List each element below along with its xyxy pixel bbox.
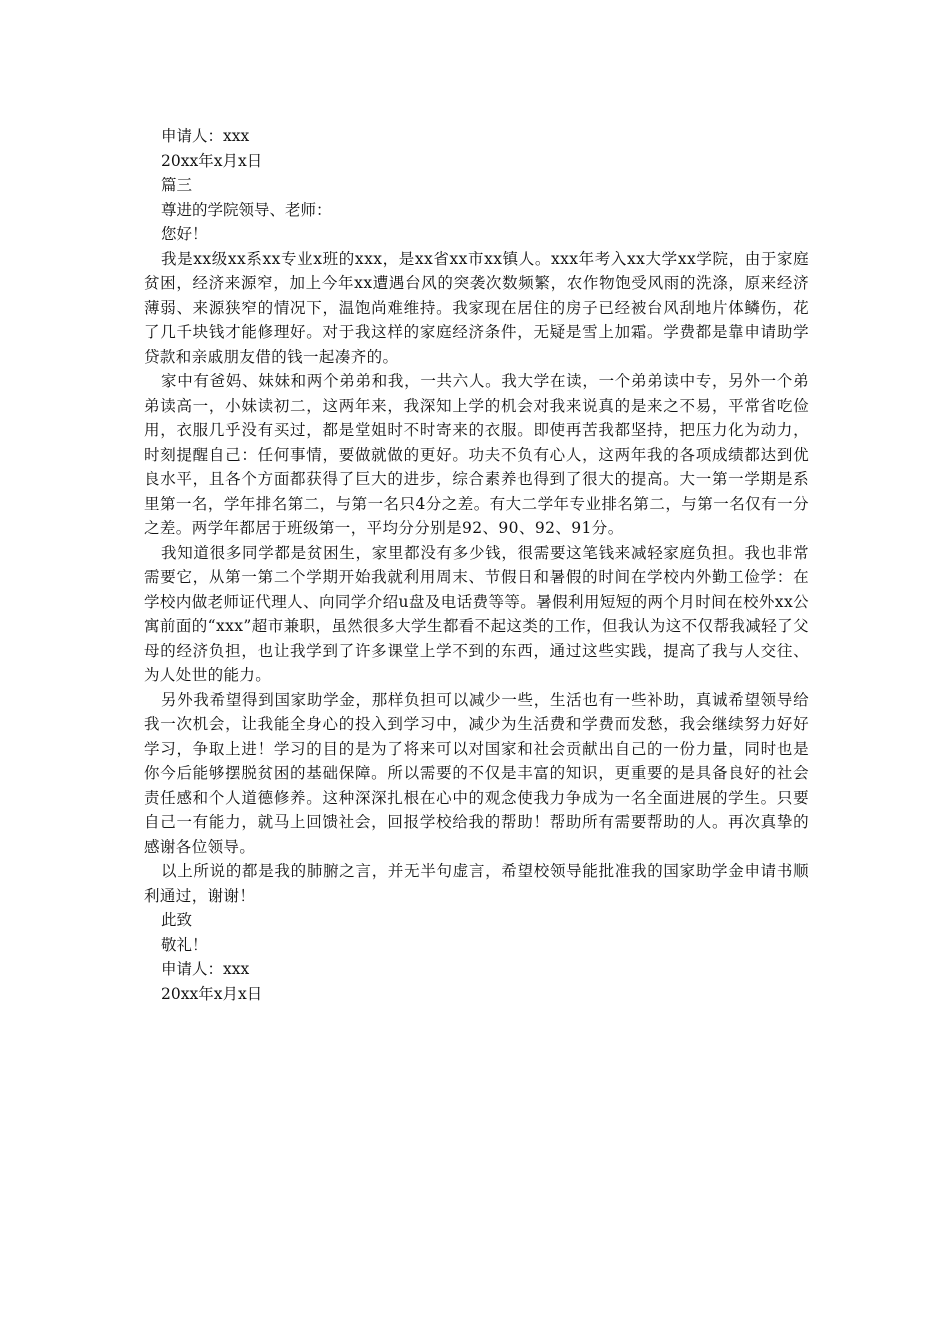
closing-2: 敬礼！ [161, 935, 208, 954]
section-title: 篇三 [161, 176, 193, 194]
body-paragraph-4: 另外我希望得到国家助学金，那样负担可以减少一些，生活也有一些补助，真诚希望领导给我一次机会，让我能全身心的投入到学习中，减少为生活费和学费而发愁，我会继续努力好好学习，争取上进！学习的目的是为了将来可以对国家和社会贡献出自己的一份力量，同时也是你今后能够摆脱贫困的基础保障。所以需要的不仅是丰富的知识，更重要的是具备良好的社会责任感和个人道德修养。这种深深扎根在心中的观念使我力争成为一名全面进展的学生。只要自己一有能力，就马上回馈社会，回报学校给我的帮助！帮助所有需要帮助的人。再次真挚的感谢各位领导。 [144, 690, 809, 856]
footer-date: 20xx年x月x日 [161, 984, 263, 1003]
header-applicant: 申请人：xxx [161, 127, 250, 145]
letter-page [144, 124, 809, 1006]
footer-applicant: 申请人：xxx [161, 960, 250, 978]
greeting: 您好！ [161, 225, 208, 243]
body-paragraph-1: 我是xx级xx系xx专业x班的xxx，是xx省xx市xx镇人。xxx年考入xx大学xx学院，由于家庭贫困，经济来源窄，加上今年xx遭遇台风的突袭次数频繁，农作物饱受风雨的洗涤，原来经济薄弱、来源狭窄的情况下，温饱尚难维持。我家现在居住的房子已经被台风刮地片体鳞伤，花了几千块钱才能修理好。对于我这样的家庭经济条件，无疑是雪上加霜。学费都是靠申请助学贷款和亲戚朋友借的钱一起凑齐的。 [144, 249, 809, 366]
body-paragraph-2: 家中有爸妈、妹妹和两个弟弟和我，一共六人。我大学在读，一个弟弟读中专，另外一个弟弟读高一，小妹读初二，这两年来，我深知上学的机会对我来说真的是来之不易，平常省吃俭用，衣服几乎没有买过，都是堂姐时不时寄来的衣服。即使再苦我都坚持，把压力化为动力，时刻提醒自己：任何事情，要做就做的更好。功夫不负有心人，这两年我的各项成绩都达到优良水平，且各个方面都获得了巨大的进步，综合素养也得到了很大的提高。大一第一学期是系里第一名，学年排名第二，与第一名只4分之差。有大二学年专业排名第二，与第一名仅有一分之差。两学年都居于班级第一，平均分分别是92、90、92、91分。 [144, 372, 809, 537]
header-date: 20xx年x月x日 [161, 151, 263, 170]
closing-1: 此致 [161, 911, 193, 929]
body-paragraph-3: 我知道很多同学都是贫困生，家里都没有多少钱，很需要这笔钱来减轻家庭负担。我也非常需要它，从第一第二个学期开始我就利用周末、节假日和暑假的时间在学校内外勤工俭学：在学校内做老师证代理人、向同学介绍u盘及电话费等等。暑假利用短短的两个月时间在校外xx公寓前面的“xxx”超市兼职，虽然很多大学生都看不起这类的工作，但我认为这不仅帮我减轻了父母的经济负担，也让我学到了许多课堂上学不到的东西，通过这些实践，提高了我与人交往、为人处世的能力。 [144, 543, 809, 684]
salutation: 尊进的学院领导、老师： [161, 200, 332, 219]
body-paragraph-5: 以上所说的都是我的肺腑之言，并无半句虚言，希望校领导能批准我的国家助学金申请书顺利通过，谢谢！ [144, 862, 809, 905]
